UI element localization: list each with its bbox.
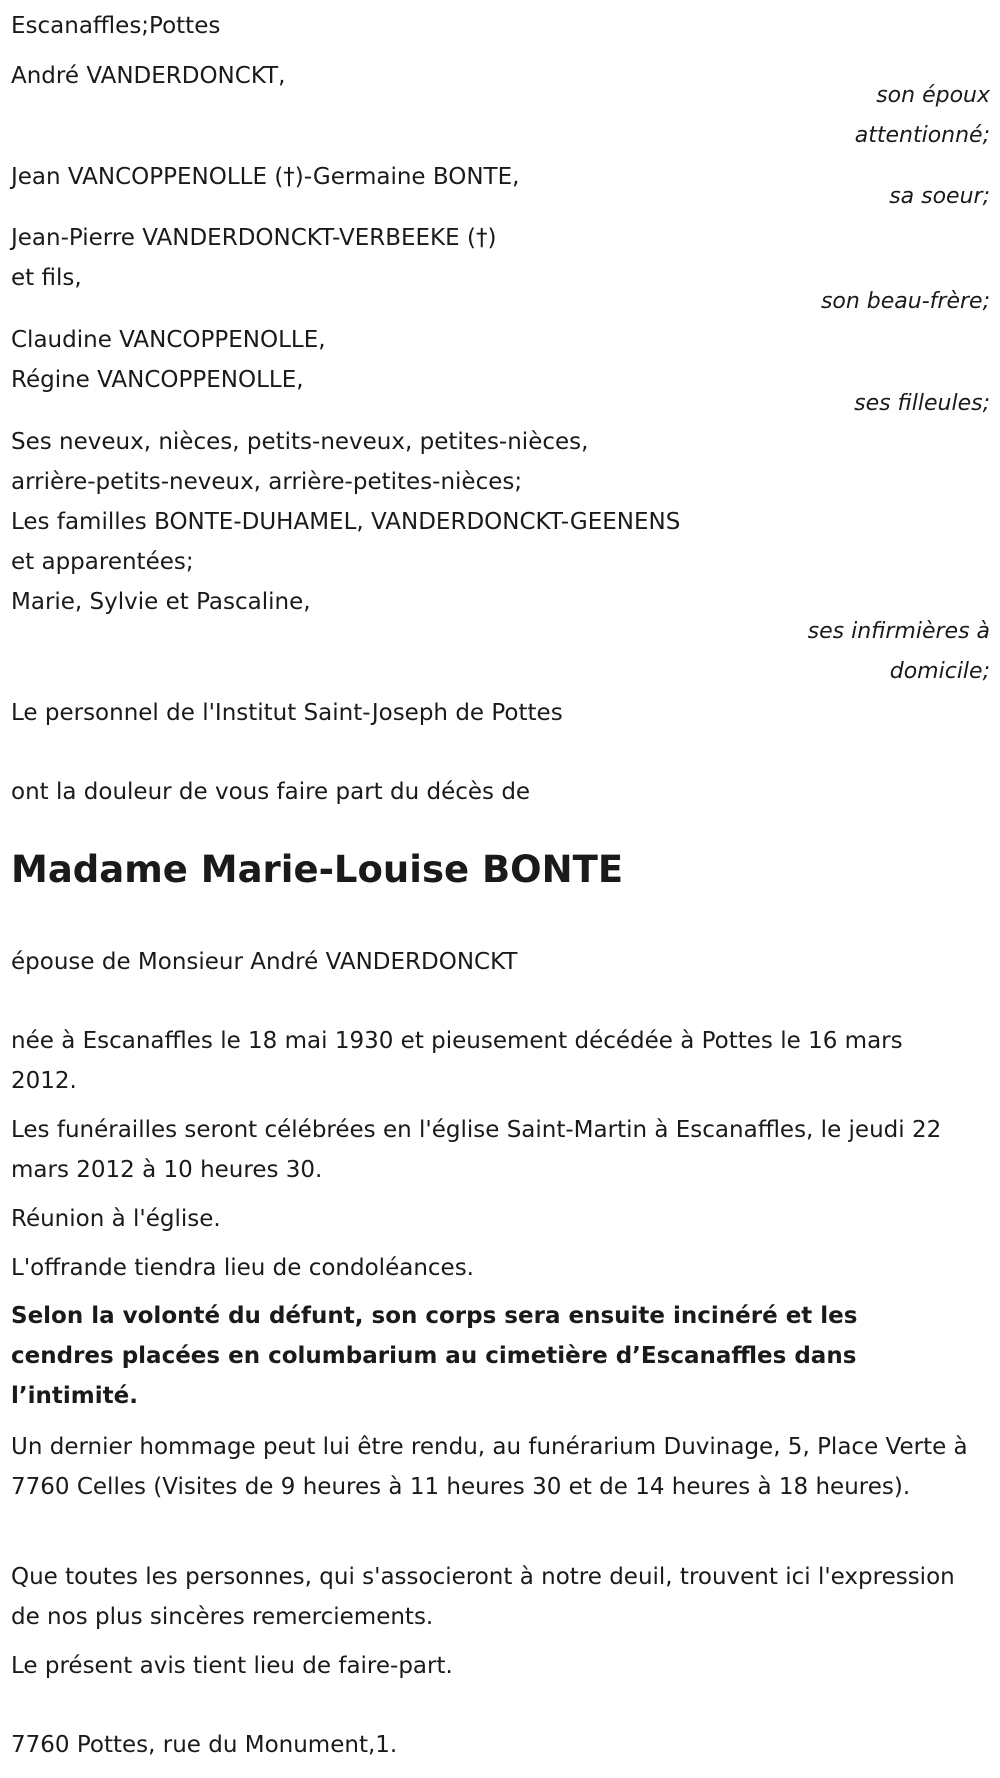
family-entry-5 <box>11 422 991 622</box>
family-role-5 <box>720 612 990 692</box>
offering-text: L'offrande tiendra lieu de condoléances. <box>11 1255 474 1281</box>
birth-death-text: née à Escanaffles le 18 mai 1930 et pieusement décédée à Pottes le 16 mars 2012. <box>11 1028 903 1094</box>
cremation-text: Selon la volonté du défunt, son corps sera ensuite incinéré et les cendres placées en columbarium au cimetière d’Escanaffles dans l’intimité. <box>11 1303 858 1409</box>
family-entry-line: Claudine VANCOPPENOLLE, <box>11 327 326 353</box>
spouse-line: épouse de Monsieur André VANDERDONCKT <box>11 949 518 975</box>
family-entry-line: et fils, <box>11 265 82 291</box>
announcement-text: ont la douleur de vous faire part du décès de <box>11 779 531 805</box>
family-role-4 <box>720 384 990 424</box>
family-role-2 <box>720 177 990 217</box>
family-role-1 <box>720 76 990 156</box>
family-entry-line: arrière-petits-neveux, arrière-petites-nièces; <box>11 469 523 495</box>
family-role-3 <box>720 282 990 322</box>
family-entry-line: Marie, Sylvie et Pascaline, <box>11 589 311 615</box>
family-entry-line: Les familles BONTE-DUHAMEL, VANDERDONCKT-GEENENS <box>11 509 681 535</box>
notice-text: Le présent avis tient lieu de faire-part. <box>11 1653 453 1679</box>
family-role-line: son beau-frère; <box>820 289 990 314</box>
header-location: Escanaffles;Pottes <box>11 13 221 39</box>
family-role-line: attentionné; <box>854 123 990 148</box>
family-role-line: son époux <box>876 83 990 108</box>
thanks-text: Que toutes les personnes, qui s'associeront à notre deuil, trouvent ici l'expression de nos plus sincères remerciements. <box>11 1564 955 1630</box>
family-entry-line: Jean VANCOPPENOLLE (†)-Germaine BONTE, <box>11 164 520 190</box>
family-role-line: ses infirmières à <box>807 619 990 644</box>
family-role-line: sa soeur; <box>889 184 990 209</box>
family-entry-line: Ses neveux, nièces, petits-neveux, petites-nièces, <box>11 429 589 455</box>
family-entry-6 <box>11 693 991 733</box>
family-entry-line: Régine VANCOPPENOLLE, <box>11 367 304 393</box>
family-entry-line: et apparentées; <box>11 549 194 575</box>
tribute-text: Un dernier hommage peut lui être rendu, au funérarium Duvinage, 5, Place Verte à 7760 Celles (Visites de 9 heures à 11 heures 30 et de 14 heures à 18 heures). <box>11 1434 968 1500</box>
family-entry-line: Jean-Pierre VANDERDONCKT-VERBEEKE (†) <box>11 225 497 251</box>
address-text: 7760 Pottes, rue du Monument,1. <box>11 1732 398 1758</box>
family-entry-line: Le personnel de l'Institut Saint-Joseph de Pottes <box>11 700 563 726</box>
family-role-line: domicile; <box>889 659 990 684</box>
meeting-text: Réunion à l'église. <box>11 1206 221 1232</box>
family-role-line: ses filleules; <box>854 391 990 416</box>
deceased-name: Madame Marie-Louise BONTE <box>11 848 624 891</box>
family-entry-line: André VANDERDONCKT, <box>11 63 286 89</box>
funeral-text: Les funérailles seront célébrées en l'église Saint-Martin à Escanaffles, le jeudi 22 mars 2012 à 10 heures 30. <box>11 1117 942 1183</box>
